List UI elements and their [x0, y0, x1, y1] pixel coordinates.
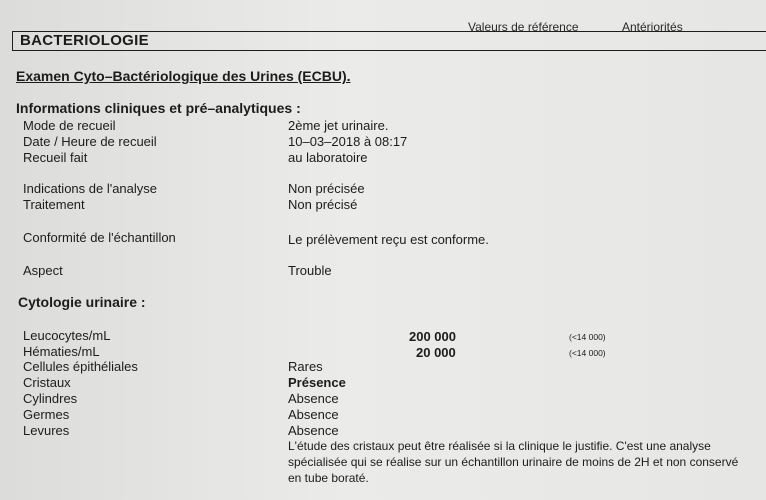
clinical-info-heading: Informations cliniques et pré–analytiques :: [16, 100, 301, 116]
leukocytes-value: 200 000: [409, 329, 456, 344]
treatment-value: Non précisé: [288, 197, 358, 212]
red-cells-reference: (<14 000): [569, 348, 606, 358]
red-cells-value: 20 000: [416, 345, 456, 360]
epithelial-cells-label: Cellules épithéliales: [23, 359, 138, 374]
collection-mode-label: Mode de recueil: [23, 118, 116, 133]
reference-values-header: Valeurs de référence: [468, 20, 579, 34]
collection-mode-value: 2ème jet urinaire.: [288, 118, 389, 133]
crystals-value: Présence: [288, 375, 346, 390]
collection-place-value: au laboratoire: [288, 150, 368, 165]
sample-conformity-value: Le prélèvement reçu est conforme.: [288, 232, 489, 247]
indications-label: Indications de l'analyse: [23, 181, 158, 196]
exam-title: Examen Cyto–Bactériologique des Urines (ECBU).: [16, 68, 351, 84]
yeasts-label: Levures: [23, 423, 70, 438]
previous-results-header: Antériorités: [622, 20, 683, 34]
cytology-heading: Cytologie urinaire :: [18, 294, 146, 310]
germs-label: Germes: [23, 407, 70, 422]
sample-conformity-label: Conformité de l'échantillon: [23, 230, 176, 245]
section-title: BACTERIOLOGIE: [20, 32, 149, 49]
crystals-label: Cristaux: [23, 375, 71, 390]
casts-value: Absence: [288, 391, 339, 406]
leukocytes-label: Leucocytes/mL: [23, 328, 111, 343]
casts-label: Cylindres: [23, 391, 78, 406]
epithelial-cells-value: Rares: [288, 359, 323, 374]
aspect-value: Trouble: [288, 263, 332, 278]
treatment-label: Traitement: [23, 197, 85, 212]
collection-datetime-value: 10–03–2018 à 08:17: [288, 134, 408, 149]
collection-place-label: Recueil fait: [23, 150, 88, 165]
germs-value: Absence: [288, 407, 339, 422]
red-cells-label: Hématies/mL: [23, 344, 100, 359]
leukocytes-reference: (<14 000): [569, 332, 606, 342]
collection-datetime-label: Date / Heure de recueil: [23, 134, 157, 149]
indications-value: Non précisée: [288, 181, 365, 196]
aspect-label: Aspect: [23, 263, 63, 278]
yeasts-value: Absence: [288, 423, 339, 438]
crystals-note: L'étude des cristaux peut être réalisée si la clinique le justifie. C'est une analyse spécialisée qui se réalise sur un échantillon urinaire de moins de 2H et non conservé en tube boraté.: [288, 439, 739, 485]
